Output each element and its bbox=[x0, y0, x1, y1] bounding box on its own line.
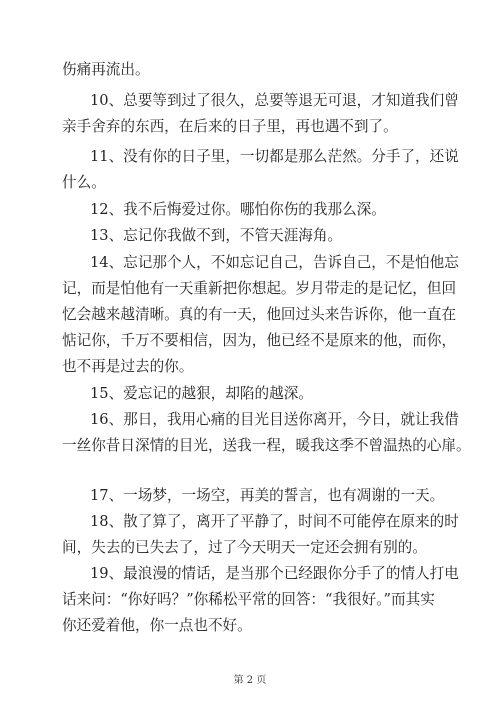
text-line: 你还爱着他，你一点也不好。 bbox=[62, 617, 252, 634]
text-line: 10、总要等到过了很久，总要等退无可退，才知道我们曾 bbox=[90, 92, 459, 109]
text-line: 什么。 bbox=[62, 174, 106, 191]
text-line: 17、一场梦，一场空，再美的誓言，也有凋谢的一天。 bbox=[90, 487, 445, 504]
text-line: 16、那日，我用心痛的目光目送你离开，今日，就让我借 bbox=[90, 411, 459, 428]
text-line: 12、我不后悔爱过你。哪怕你伤的我那么深。 bbox=[90, 201, 386, 218]
text-line: 话来问：“你好吗？”你稀松平常的回答：“我很好。”而其实 bbox=[62, 591, 435, 608]
page-number: 第 2 页 bbox=[233, 675, 267, 686]
text-line: 13、忘记你我做不到，不管天涯海角。 bbox=[90, 227, 343, 244]
text-line: 惦记你，千万不要相信，因为，他已经不是原来的他，而你， bbox=[62, 332, 457, 349]
text-line: 15、爱忘记的越狠，却陷的越深。 bbox=[90, 385, 313, 402]
text-line: 也不再是过去的你。 bbox=[62, 358, 194, 375]
text-line: 18、散了算了，离开了平静了，时间不可能停在原来的时 bbox=[90, 513, 459, 530]
text-line: 19、最浪漫的情话，是当那个已经跟你分手了的情人打电 bbox=[90, 565, 459, 582]
text-line: 14、忘记那个人，不如忘记自己，告诉自己，不是怕他忘 bbox=[90, 254, 459, 271]
text-line: 伤痛再流出。 bbox=[62, 61, 150, 78]
text-line: 记，而是怕他有一天重新把你想起。岁月带走的是记忆，但回 bbox=[62, 280, 457, 297]
text-line: 11、没有你的日子里，一切都是那么茫然。分手了，还说 bbox=[90, 148, 459, 165]
text-line: 亲手舍弃的东西，在后来的日子里，再也遇不到了。 bbox=[62, 118, 398, 135]
text-line: 间，失去的已失去了，过了今天明天一定还会拥有别的。 bbox=[62, 539, 427, 556]
text-line: 忆会越来越清晰。真的有一天，他回过头来告诉你，他一直在 bbox=[62, 306, 457, 323]
text-line: 一丝你昔日深情的目光，送我一程，暖我这季不曾温热的心扉。 bbox=[62, 437, 471, 454]
